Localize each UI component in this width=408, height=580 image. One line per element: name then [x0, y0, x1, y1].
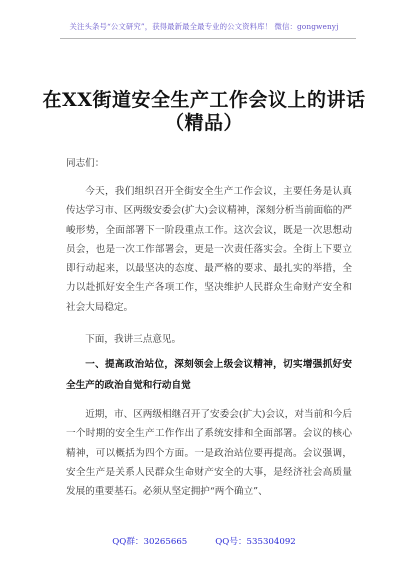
- section-heading-1: 一、提高政治站位，深刻领会上级会议精神，切实增强抓好安全生产的政治自觉和行动自觉: [66, 359, 352, 391]
- greeting: 同志们：: [66, 158, 105, 169]
- footer-qq-group: QQ群：30265665: [112, 537, 188, 547]
- footer-contact: [0, 535, 408, 547]
- header-banner: 关注头条号“公文研究”，获得最新最全最专业的公文资料库！ 微信：gongwenyj: [69, 22, 339, 31]
- document-title: 在XX街道安全生产工作会议上的讲话: [42, 89, 366, 111]
- header-divider: [60, 38, 356, 39]
- paragraph-intro: 下面，我讲三点意见。: [85, 334, 182, 345]
- paragraph-section-1: 近期，市、区两级相继召开了安委会(扩大)会议，对当前和今后一个时期的安全生产工作作出了系统安排和全面部署。会议的核心精神，可以概括为四个方面。一是政治站位要再提高。会议强调，安全生产是关系人民群众生命财产安全的大事，是经济社会高质量发展的重要基石。必须从坚定拥护“两个确立”、: [66, 409, 352, 498]
- footer-qq: QQ号：535304092: [215, 537, 296, 547]
- document-title-suffix: （精品）: [164, 112, 243, 134]
- paragraph-opening: 今天，我们组织召开全街安全生产工作会议，主要任务是认真传达学习市、区两级安委会(扩大)会议精神，深刻分析当前面临的严峻形势，全面部署下一阶段重点工作。这次会议，既是一次思想动员会，也是一次工作部署会，更是一次责任落实会。全街上下要立即行动起来，以最坚决的态度、最严格的要求、最扎实的举措，全力以赴抓好安全生产各项工作，坚决维护人民群众生命财产安全和社会大局稳定。: [66, 186, 352, 313]
